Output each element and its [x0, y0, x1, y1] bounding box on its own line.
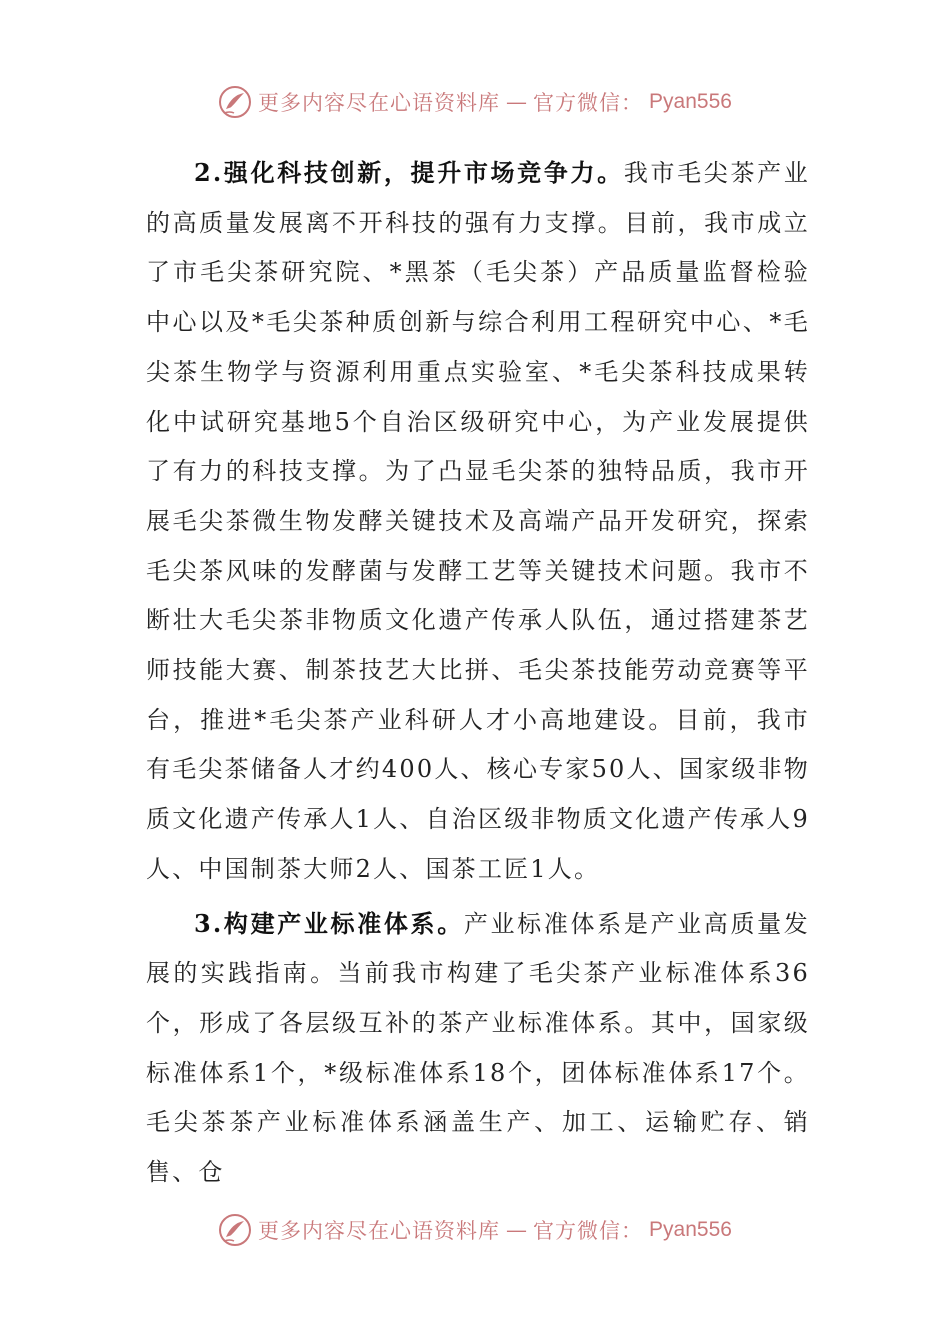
watermark-wechat-id: Pyan556	[649, 90, 732, 113]
watermark-text: 更多内容尽在心语资料库	[258, 1219, 501, 1243]
section-body-3: 产业标准体系是产业高质量发展的实践指南。当前我市构建了毛尖茶产业标准体系36个，形成了各层级互补的茶产业标准体系。其中，国家级标准体系1个，*级标准体系18个，团体标准体系17个。毛尖茶茶产业标准体系涵盖生产、加工、运输贮存、销售、仓	[146, 909, 810, 1187]
section-paragraph-3	[146, 899, 810, 1198]
section-heading-2: 2.强化科技创新，提升市场竞争力。	[194, 158, 624, 187]
watermark-wechat-label: 官方微信：	[533, 91, 644, 115]
document-body	[146, 148, 810, 1198]
section-body-2: 我市毛尖茶产业的高质量发展离不开科技的强有力支撑。目前，我市成立了市毛尖茶研究院、*黑茶（毛尖茶）产品质量监督检验中心以及*毛尖茶种质创新与综合利用工程研究中心、*毛尖茶生物学与资源利用重点实验室、*毛尖茶科技成果转化中试研究基地5个自治区级研究中心，为产业发展提供了有力的科技支撑。为了凸显毛尖茶的独特品质，我市开展毛尖茶微生物发酵关键技术及高端产品开发研究，探索毛尖茶风味的发酵菌与发酵工艺等关键技术问题。我市不断壮大毛尖茶非物质文化遗产传承人队伍，通过搭建茶艺师技能大赛、制茶技艺大比拼、毛尖茶技能劳动竞赛等平台，推进*毛尖茶产业科研人才小高地建设。目前，我市有毛尖茶储备人才约400人、核心专家50人、国家级非物质文化遗产传承人1人、自治区级非物质文化遗产传承人9人、中国制茶大师2人、国茶工匠1人。	[146, 159, 810, 883]
watermark-banner-top	[0, 82, 950, 122]
watermark-banner-bottom	[0, 1210, 950, 1250]
pen-logo-icon	[218, 1213, 252, 1247]
watermark-separator: —	[506, 1218, 528, 1242]
watermark-separator: —	[506, 90, 528, 114]
watermark-wechat-label: 官方微信：	[533, 1219, 644, 1243]
section-paragraph-2	[146, 148, 810, 895]
section-heading-3: 3.构建产业标准体系。	[194, 908, 464, 938]
watermark-wechat-id: Pyan556	[649, 1218, 732, 1241]
watermark-text: 更多内容尽在心语资料库	[258, 91, 501, 115]
pen-logo-icon	[218, 85, 252, 119]
